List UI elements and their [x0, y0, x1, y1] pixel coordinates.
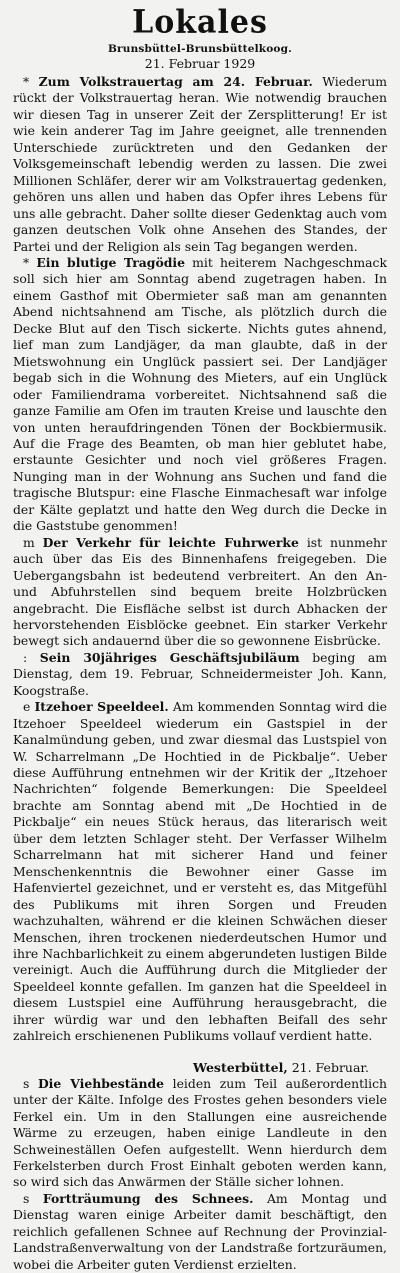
article-body: Am kommenden Sonntag wird die Itzehoer Speeldeel wiederum ein Gastspiel in der Kanalmündung geben, und zwar diesmal das Lustspiel von W. Scharrelmann „De Hochtied in de Pickbalje“. Ueber diese Aufführung entnehmen wir der Kritik der „Itzehoer Nachrichten“ folgende Bemerkungen: Die Speeldeel brachte am Sonntag abend mit „De Hochtied in de Pickbalje“ ein neues Stück heraus, das literarisch weit über dem letzten Schlager steht. Der Verfasser Wilhelm Scharrelmann hat mit sicherer Hand und feiner Menschenkenntnis die Bewohner einer Gasse im Hafenviertel gezeichnet, und er versteht es, das Mitgefühl des Publikums mit ihren Sorgen und Freuden wachzuhalten, während er die kleinen Schwächen dieser Menschen, ihren trockenen niederdeutschen Humor und ihre Nachbarlichkeit zu einem abgerundeten lustigen Bilde vereinigt. Auch die Aufführung durch die Mitglieder der Speeldeel konnte gefallen. Im ganzen hat die Speeldeel in diesem Lustspiel eine Aufführung herausgebracht, die ihrer würdig war und den lebhaften Beifall des sehr zahlreich erschienenen Publikums vollauf verdient hatte. [13, 699, 387, 1044]
article-body: Wiederum rückt der Volkstrauertag heran. Wie notwendig brauchen wir diesen Tag in unserer Zeit der Zersplitterung! Er ist wie kein anderer Tag im Jahre geeignet, alle trennenden Unterschiede zurücktreten und den Gedanken der Volksgemeinschaft lebendig werden zu lassen. Die zwei Millionen Schläfer, derer wir am Volkstrauertag gedenken, gehören uns allen und haben das Opfer ihres Lebens für uns alle gebracht. Daher sollte dieser Gedenktag auch vom ganzen deutschen Volk ohne Ansehen des Standes, der Partei und der Religion als sein Tag begangen werden. [13, 74, 387, 254]
dateline: 21. Februar 1929 [144, 56, 256, 71]
article-body: leiden zum Teil außerordentlich unter der Kälte. Infolge des Frostes gehen besonders viele Ferkel ein. Um in den Stallungen eine ausreichende Wärme zu erzeugen, haben einige Landleute in den Schweineställen Oefen aufgestellt. Wenn hierdurch dem Ferkelsterben durch Frost Einhalt geboten werden kann, so wird sich das Anwärmen der Ställe sicher lohnen. [13, 1075, 387, 1190]
article-body: ist nunmehr auch über das Eis des Binnenhafens freigegeben. Die Uebergangsbahn ist bedeutend verbreitert. An den An- und Abfuhrstellen sind bequem breite Holzbrücken angebracht. Die Eisfläche selbst ist durch Abhacken der hervorstehenden Eisblöcke geebnet. Ein starker Verkehr bewegt sich andauernd über die so gewonnene Eisbrücke. [13, 534, 387, 649]
article-schnee [13, 1191, 387, 1273]
article-heading: Itzehoer Speeldeel. [34, 699, 169, 715]
article-body: beging am Dienstag, dem 19. Februar, Schneidermeister Joh. Kann, Koogstraße. [13, 649, 387, 698]
article-marker: s [23, 1190, 30, 1206]
article-marker: : [23, 649, 28, 665]
article-verkehr [13, 535, 387, 650]
article-viehbestaende [13, 1076, 387, 1191]
article-body: mit heiterem Nachgeschmack soll sich hier am Sonntag abend zugetragen haben. In einem Gasthof mit Obermieter saß man am genannten Abend nichtsahnend am Tische, als plötzlich durch die Decke Blut auf den Tisch sickerte. Nichts gutes ahnend, lief man zum Landjäger, da man glaubte, daß in der Mietswohnung ein Unglück passiert sei. Der Landjäger begab sich in die Wohnung des Mieters, auf ein Unglück oder Familiendrama vorbereitet. Nichtsahnend saß die ganze Familie am Ofen im trauten Kreise und lauschte den von unten heraufdringenden Tönen der Bockbiermusik. Auf die Frage des Beamten, ob man hier geblutet habe, erstaunte Gesichter und noch viel größeres Fragen. Nunging man in der Wohnung ans Suchen und fand die tragische Blutspur: eine Flasche Einmachesaft war infolge der Kälte geplatzt und hatte den Weg durch die Decke in die Gaststube genommen! [13, 254, 387, 534]
article-heading: Sein 30jähriges Geschäftsjubiläum [39, 649, 300, 665]
place-date: 21. Februar. [291, 1059, 369, 1075]
article-heading: Fortträumung des Schnees. [42, 1190, 254, 1206]
article-marker: * [23, 74, 30, 89]
section-subtitle: Brunsbüttel-Brunsbüttelkoog. [107, 43, 293, 55]
article-marker: m [23, 534, 35, 550]
article-tragoedie [13, 255, 387, 535]
article-volkstrauertag [13, 74, 387, 255]
place-dateline [13, 1059, 387, 1076]
article-heading: Die Viehbestände [37, 1075, 165, 1091]
article-heading: Ein blutige Tragödie [36, 254, 185, 270]
article-marker: e [23, 699, 31, 715]
article-marker: * [23, 254, 30, 270]
article-marker: s [23, 1075, 30, 1091]
article-speeldeel [13, 699, 387, 1045]
article-body: Am Montag und Dienstag waren einige Arbeiter damit beschäftigt, den reichlich gefallenen Schnee auf Rechnung der Provinzial-Landstraßenverwaltung von der Landstraße fortzuräumen, wobei die Arbeiter guten Verdienst erzielten. [13, 1190, 387, 1272]
section-gap [13, 1045, 387, 1059]
article-jubilaeum [13, 650, 387, 699]
section-title: Lokales [132, 4, 268, 41]
place-name: Westerbüttel, [192, 1059, 288, 1075]
article-heading: Zum Volkstrauertag am 24. Februar. [38, 74, 313, 89]
article-heading: Der Verkehr für leichte Fuhrwerke [42, 534, 299, 550]
